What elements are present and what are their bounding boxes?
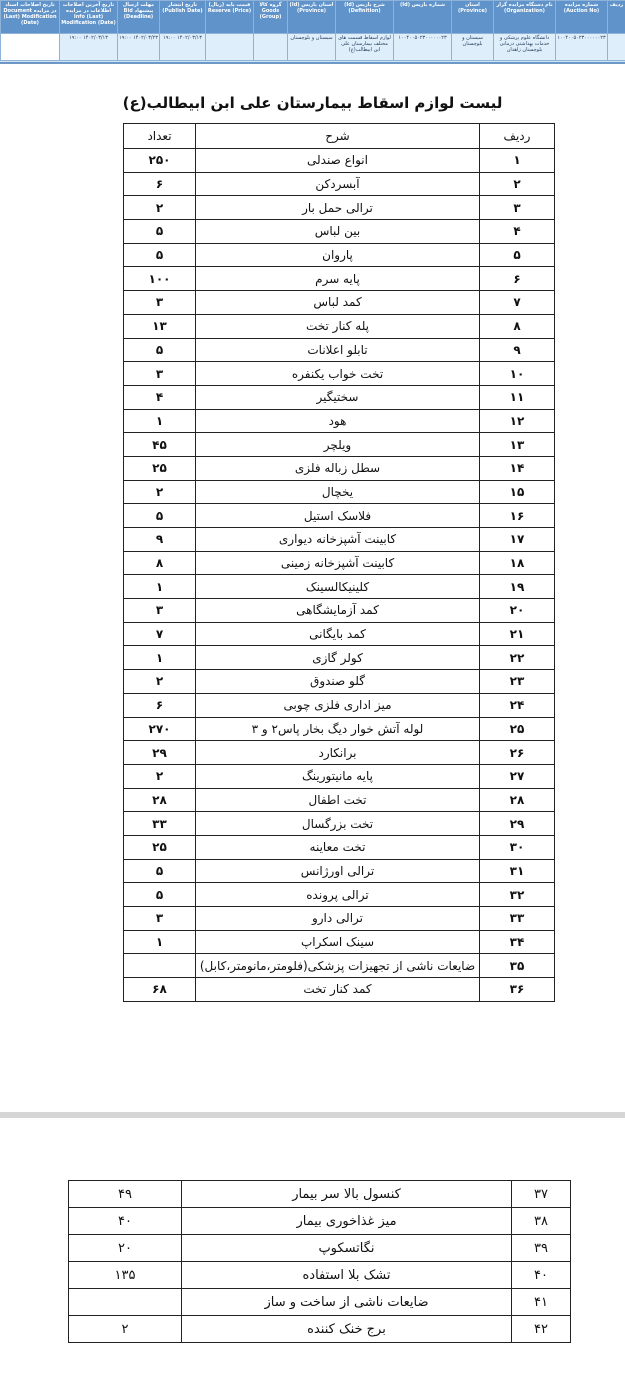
strip-header-cell: تاریخ اصلاحات اسناد در مزایده Document (Last) Modification (Date) — [1, 1, 60, 34]
row-number-cell: ۱۸ — [480, 551, 555, 575]
row-number-cell: ۲۹ — [480, 812, 555, 836]
table-row — [124, 243, 555, 267]
description-cell: کولر گازی — [196, 646, 480, 670]
table-row — [69, 1262, 571, 1289]
quantity-cell: ۵ — [124, 859, 196, 883]
table-row — [124, 267, 555, 291]
strip-header-cell: ردیف — [608, 1, 625, 34]
table-row — [124, 504, 555, 528]
table-row — [124, 622, 555, 646]
description-cell: کمد کنار تخت — [196, 978, 480, 1002]
row-number-cell: ۳۸ — [512, 1208, 571, 1235]
table-row — [124, 954, 555, 978]
quantity-cell: ۱ — [124, 575, 196, 599]
quantity-cell — [124, 954, 196, 978]
description-cell: پایه سرم — [196, 267, 480, 291]
table-row — [124, 599, 555, 623]
row-number-cell: ۳۱ — [480, 859, 555, 883]
row-number-cell: ۲۳ — [480, 670, 555, 694]
description-cell: کمد لباس — [196, 291, 480, 315]
row-number-cell: ۱۳ — [480, 433, 555, 457]
quantity-cell: ۸ — [124, 551, 196, 575]
description-cell: ترالی حمل بار — [196, 196, 480, 220]
description-cell: لوله آتش خوار دیگ بخار پاس۲ و ۳ — [196, 717, 480, 741]
strip-value-cell — [206, 34, 254, 61]
row-number-cell: ۱۶ — [480, 504, 555, 528]
description-cell: کابینت آشپزخانه دیواری — [196, 528, 480, 552]
table-row — [69, 1235, 571, 1262]
row-number-cell: ۳۷ — [512, 1181, 571, 1208]
description-cell: بین لباس — [196, 220, 480, 244]
table-row — [124, 196, 555, 220]
strip-value-cell — [608, 34, 625, 61]
quantity-cell: ۵ — [124, 883, 196, 907]
table-row — [124, 812, 555, 836]
row-number-cell: ۴۱ — [512, 1289, 571, 1316]
table-row — [124, 220, 555, 244]
quantity-cell: ۱۰۰ — [124, 267, 196, 291]
row-number-cell: ۲۱ — [480, 622, 555, 646]
quantity-cell: ۳ — [124, 907, 196, 931]
table-row — [124, 883, 555, 907]
quantity-cell: ۲۰ — [69, 1235, 182, 1262]
row-number-cell: ۱۰ — [480, 362, 555, 386]
description-cell: سختیگیر — [196, 385, 480, 409]
row-number-cell: ۲۵ — [480, 717, 555, 741]
quantity-cell: ۴۹ — [69, 1181, 182, 1208]
quantity-cell — [69, 1289, 182, 1316]
row-number-cell: ۱۵ — [480, 480, 555, 504]
quantity-cell: ۲۹ — [124, 741, 196, 765]
quantity-cell: ۴۰ — [69, 1208, 182, 1235]
strip-value-cell: ۱۰۰۴۰۰۵۰۲۳۰۰۰۰۰۰۲۳ — [394, 34, 452, 61]
quantity-cell: ۶ — [124, 693, 196, 717]
row-number-cell: ۱۷ — [480, 528, 555, 552]
description-cell: تخت خواب یکنفره — [196, 362, 480, 386]
table-row — [124, 314, 555, 338]
description-cell: کلینیکالسینک — [196, 575, 480, 599]
description-cell: سطل زباله فلزی — [196, 456, 480, 480]
description-cell: تابلو اعلانات — [196, 338, 480, 362]
table-row — [124, 835, 555, 859]
table-row — [124, 172, 555, 196]
quantity-cell: ۶۸ — [124, 978, 196, 1002]
table-row — [124, 670, 555, 694]
scrap-items-table — [123, 123, 555, 1002]
table-row — [124, 764, 555, 788]
table-row — [124, 409, 555, 433]
description-cell: تخت اطفال — [196, 788, 480, 812]
table-row — [124, 907, 555, 931]
row-number-cell: ۳۶ — [480, 978, 555, 1002]
quantity-cell: ۴۵ — [124, 433, 196, 457]
table-row — [124, 149, 555, 173]
description-cell: ترالی اورژانس — [196, 859, 480, 883]
description-cell: ترالی دارو — [196, 907, 480, 931]
description-cell: ضایعات ناشی از ساخت و ساز — [182, 1289, 512, 1316]
row-number-cell: ۲۴ — [480, 693, 555, 717]
table-row — [69, 1181, 571, 1208]
table-row — [69, 1289, 571, 1316]
table-row — [69, 1316, 571, 1343]
description-cell: پله کنار تخت — [196, 314, 480, 338]
strip-value-cell — [1, 34, 60, 61]
quantity-cell: ۳ — [124, 291, 196, 315]
description-cell: گلو صندوق — [196, 670, 480, 694]
table-row — [124, 433, 555, 457]
quantity-cell: ۲۷۰ — [124, 717, 196, 741]
auction-info-strip — [0, 0, 625, 64]
row-number-cell: ۱۲ — [480, 409, 555, 433]
description-cell: کنسول بالا سر بیمار — [182, 1181, 512, 1208]
table-row — [124, 930, 555, 954]
row-number-cell: ۲۲ — [480, 646, 555, 670]
row-number-cell: ۱۹ — [480, 575, 555, 599]
row-number-cell: ۳۰ — [480, 835, 555, 859]
quantity-cell: ۲ — [124, 670, 196, 694]
strip-value-cell: ۱۴۰۲/۰۳/۱۳ ۱۹:۰۰ — [160, 34, 206, 61]
table-row — [124, 717, 555, 741]
description-cell: سینک اسکراپ — [196, 930, 480, 954]
table-header-row — [124, 124, 555, 149]
quantity-cell: ۱۳ — [124, 314, 196, 338]
table-row — [124, 741, 555, 765]
description-cell: کمد بایگانی — [196, 622, 480, 646]
description-cell: ضایعات ناشی از تجهیزات پزشکی(فلومتر،مانومتر،کابل) — [196, 954, 480, 978]
row-number-cell: ۹ — [480, 338, 555, 362]
quantity-cell: ۲ — [69, 1316, 182, 1343]
quantity-cell: ۲۸ — [124, 788, 196, 812]
quantity-cell: ۱۳۵ — [69, 1262, 182, 1289]
row-number-cell: ۱۱ — [480, 385, 555, 409]
table-row — [124, 528, 555, 552]
quantity-cell: ۲ — [124, 480, 196, 504]
row-number-cell: ۸ — [480, 314, 555, 338]
quantity-cell: ۹ — [124, 528, 196, 552]
quantity-cell: ۲ — [124, 764, 196, 788]
description-cell: فلاسک استیل — [196, 504, 480, 528]
quantity-cell: ۷ — [124, 622, 196, 646]
row-number-cell: ۲۶ — [480, 741, 555, 765]
table-row — [124, 338, 555, 362]
strip-header-cell: نام دستگاه مزایده گزار (Organization) — [494, 1, 556, 34]
description-cell: کمد آزمایشگاهی — [196, 599, 480, 623]
row-number-cell: ۴۰ — [512, 1262, 571, 1289]
row-number-cell: ۱ — [480, 149, 555, 173]
strip-header-cell: شرح بازیس (Id) (Definition) — [336, 1, 394, 34]
description-cell: برانکارد — [196, 741, 480, 765]
row-number-cell: ۲۸ — [480, 788, 555, 812]
description-cell: میز اداری فلزی چوبی — [196, 693, 480, 717]
row-number-cell: ۶ — [480, 267, 555, 291]
quantity-cell: ۵ — [124, 243, 196, 267]
table-row — [124, 480, 555, 504]
quantity-cell: ۲ — [124, 196, 196, 220]
row-number-cell: ۳۵ — [480, 954, 555, 978]
row-number-cell: ۲ — [480, 172, 555, 196]
description-cell: نگاتسکوپ — [182, 1235, 512, 1262]
row-number-cell: ۳۹ — [512, 1235, 571, 1262]
quantity-cell: ۴ — [124, 385, 196, 409]
column-header-description: شرح — [196, 124, 480, 149]
quantity-cell: ۱ — [124, 409, 196, 433]
row-number-cell: ۱۴ — [480, 456, 555, 480]
page-separator — [0, 1112, 625, 1118]
strip-header-cell: تاریخ آخرین اصلاحات اطلاعات در مزایده (Last) Info Modification (Date) — [60, 1, 118, 34]
strip-value-cell: ۱۴۰۲/۰۳/۲۳ ۱۹:۰۰ — [118, 34, 160, 61]
column-header-row-number: ردیف — [480, 124, 555, 149]
quantity-cell: ۶ — [124, 172, 196, 196]
description-cell: پایه مانیتورینگ — [196, 764, 480, 788]
strip-value-cell: ۱۴۰۲/۰۳/۱۳ ۱۹:۰۰ — [60, 34, 118, 61]
quantity-cell: ۲۵ — [124, 456, 196, 480]
scrap-items-table-continued — [68, 1180, 571, 1343]
description-cell: تخت بزرگسال — [196, 812, 480, 836]
strip-header-cell: شماره مزایده (Auction No) — [556, 1, 608, 34]
auction-info-table — [0, 0, 625, 61]
strip-value-cell: دانشگاه علوم پزشکی و خدمات بهداشتی درمانی بلوچستان زاهدان — [494, 34, 556, 61]
column-header-quantity: تعداد — [124, 124, 196, 149]
table-row — [124, 978, 555, 1002]
row-number-cell: ۳۴ — [480, 930, 555, 954]
table-row — [124, 646, 555, 670]
quantity-cell: ۳۳ — [124, 812, 196, 836]
description-cell: میز غذاخوری بیمار — [182, 1208, 512, 1235]
strip-value-cell: سیستان و بلوچستان — [452, 34, 494, 61]
strip-header-cell: قیمت پایه (ریال) Reserve (Price) — [206, 1, 254, 34]
quantity-cell: ۲۵۰ — [124, 149, 196, 173]
strip-header-cell: تاریخ انتشار (Publish Date) — [160, 1, 206, 34]
row-number-cell: ۲۰ — [480, 599, 555, 623]
description-cell: یخچال — [196, 480, 480, 504]
table-row — [124, 362, 555, 386]
row-number-cell: ۳۲ — [480, 883, 555, 907]
table-row — [124, 693, 555, 717]
table-row — [124, 456, 555, 480]
row-number-cell: ۵ — [480, 243, 555, 267]
strip-value-cell: لوازم اسقاط قسمت های مختلف بیمارستان علی ابن ابیطالب(ع) — [336, 34, 394, 61]
description-cell: ویلچر — [196, 433, 480, 457]
table-row — [124, 575, 555, 599]
row-number-cell: ۳۳ — [480, 907, 555, 931]
strip-value-cell: سیستان و بلوچستان — [288, 34, 336, 61]
description-cell: تشک بلا استفاده — [182, 1262, 512, 1289]
page-title: لیست لوازم اسقاط بیمارستان علی ابن ابیطالب(ع) — [122, 94, 503, 112]
strip-header-cell: استان (Province) — [452, 1, 494, 34]
quantity-cell: ۲۵ — [124, 835, 196, 859]
row-number-cell: ۳ — [480, 196, 555, 220]
row-number-cell: ۴۲ — [512, 1316, 571, 1343]
quantity-cell: ۵ — [124, 338, 196, 362]
description-cell: آبسردکن — [196, 172, 480, 196]
table-row — [124, 551, 555, 575]
description-cell: تخت معاینه — [196, 835, 480, 859]
table-row — [124, 859, 555, 883]
strip-header-cell: شماره بازیس (Id) — [394, 1, 452, 34]
description-cell: انواع صندلی — [196, 149, 480, 173]
strip-header-cell: مهلت ارسال پیشنهاد Bid (Deadline) — [118, 1, 160, 34]
table-row — [124, 291, 555, 315]
strip-header-cell: گروه کالا Goods (Group) — [254, 1, 288, 34]
row-number-cell: ۲۷ — [480, 764, 555, 788]
description-cell: هود — [196, 409, 480, 433]
strip-header-cell: استان بازیس (Id) (Province) — [288, 1, 336, 34]
table-row — [69, 1208, 571, 1235]
description-cell: کابینت آشپزخانه زمینی — [196, 551, 480, 575]
quantity-cell: ۳ — [124, 362, 196, 386]
description-cell: ترالی پرونده — [196, 883, 480, 907]
quantity-cell: ۵ — [124, 220, 196, 244]
row-number-cell: ۴ — [480, 220, 555, 244]
strip-value-cell: ۱۰۰۴۰۰۵۰۲۳۰۰۰۰۰۰۲۳ — [556, 34, 608, 61]
table-row — [124, 385, 555, 409]
row-number-cell: ۷ — [480, 291, 555, 315]
description-cell: برج خنک کننده — [182, 1316, 512, 1343]
strip-value-cell — [254, 34, 288, 61]
quantity-cell: ۳ — [124, 599, 196, 623]
table-row — [124, 788, 555, 812]
description-cell: پاروان — [196, 243, 480, 267]
quantity-cell: ۱ — [124, 646, 196, 670]
quantity-cell: ۵ — [124, 504, 196, 528]
quantity-cell: ۱ — [124, 930, 196, 954]
